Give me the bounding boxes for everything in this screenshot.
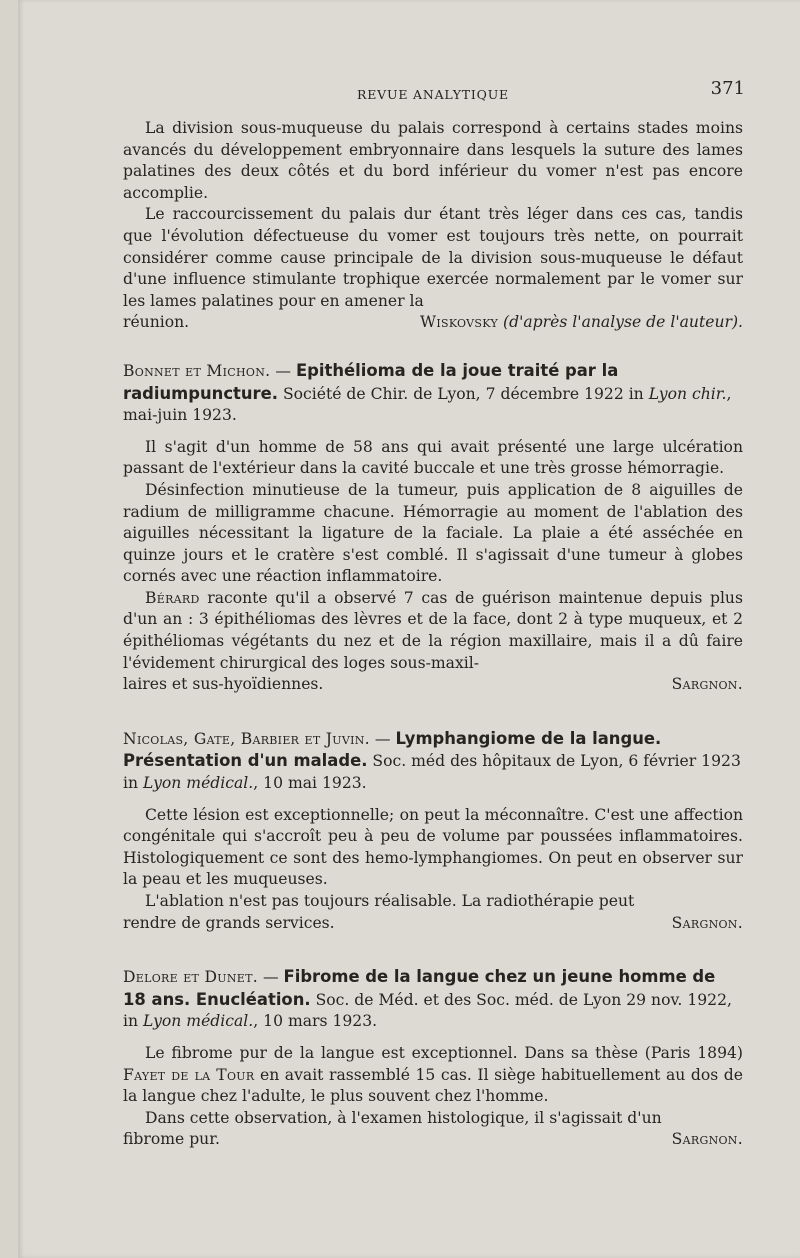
- dash: —: [275, 361, 291, 380]
- article-source: Soc. méd des hôpitaux de Lyon, 6 février 1923 in: [123, 752, 741, 793]
- article-date: , 10 mars 1923.: [253, 1012, 378, 1031]
- signature-author: Wiskovsky: [420, 313, 499, 332]
- article-body: [123, 1043, 743, 1151]
- article-title: Epithélioma de la joue traité par la radiumpuncture.: [123, 360, 619, 403]
- article-body: [123, 805, 743, 935]
- article-title: Fibrome de la langue chez un jeune homme de 18 ans. Enucléation.: [123, 967, 716, 1009]
- intro-signature-line: [123, 312, 743, 334]
- paragraph-text: Le fibrome pur de la langue est exceptionnel. Dans sa thèse (Paris 1894): [145, 1043, 743, 1062]
- article-journal: Lyon médical.: [143, 774, 254, 793]
- intro-paragraph: La division sous-muqueuse du palais correspond à certains stades moins avancés du développement embryonnaire dans lesquels la suture des lames palatines des deux côtés et du bord inférieur du vomer n'est pas encore accomplie.: [123, 119, 743, 202]
- running-head: REVUE ANALYTIQUE: [357, 87, 509, 102]
- article-journal: Lyon chir.: [648, 384, 727, 403]
- article-reference: [123, 360, 743, 427]
- signature: Sargnon.: [671, 1130, 743, 1149]
- signature-line: [123, 674, 743, 696]
- article-paragraph: Cette lésion est exceptionnelle; on peut la méconnaître. C'est une affection congénitale qui s'accroît peu à peu de volume par poussées inflammatoires. Histologiquement ce sont des hemo-lymphangiomes. On peut en observer sur la peau et les muqueuses.: [123, 805, 743, 889]
- article-paragraph: Dans cette observation, à l'examen histologique, il s'agissait d'un: [145, 1108, 662, 1127]
- article-date: , 10 mai 1923.: [253, 774, 367, 793]
- cited-author: Fayet de la Tour: [123, 1065, 255, 1084]
- paragraph-text: raconte qu'il a observé 7 cas de guérison maintenue depuis plus d'un an : 3 épithéliomas des lèvres et de la face, dont 2 à type muqueux, et 2 épithéliomas végétants du nez et de la région maxillaire, mais il a dû faire l'évidement chirurgical des loges sous-maxil-: [123, 588, 743, 672]
- page: [18, 0, 800, 1258]
- article-date: , mai-juin 1923.: [123, 384, 732, 425]
- signature: [420, 312, 743, 334]
- signature-note: (d'après l'analyse de l'auteur).: [503, 313, 743, 332]
- page-header: [123, 78, 743, 104]
- article-authors: Bonnet et Michon.: [123, 361, 271, 380]
- article-reference: [123, 728, 743, 795]
- signature: Sargnon.: [671, 913, 743, 932]
- paragraph-tail: rendre de grands services.: [123, 913, 335, 932]
- article-title: Lymphangiome de la langue. Présentation d'un malade.: [123, 728, 662, 771]
- signature-line: [123, 913, 743, 935]
- article-authors: Nicolas, Gate, Barbier et Juvin.: [123, 729, 370, 748]
- article-paragraph: Il s'agit d'un homme de 58 ans qui avait présenté une large ulcération passant de l'extérieur dans la cavité buccale et une très grosse hémorragie.: [123, 437, 743, 478]
- article-source: Société de Chir. de Lyon, 7 décembre 1922 in: [282, 384, 644, 403]
- paragraph-tail: fibrome pur.: [123, 1130, 220, 1149]
- signature: Sargnon.: [671, 675, 743, 694]
- article-paragraph: L'ablation n'est pas toujours réalisable. La radiothérapie peut: [145, 892, 635, 910]
- article-paragraph: [123, 588, 743, 674]
- signature-line: [123, 1129, 743, 1151]
- intro-paragraph: Le raccourcissement du palais dur étant très léger dans ces cas, tandis que l'évolution défectueuse du vomer est toujours très nette, on pourrait considérer comme cause principale de la division sous-muqueuse le défaut d'une influence stimulante trophique exercée normalement par le vomer sur les lames palatines pour en amener la: [123, 205, 743, 310]
- paragraph-text: en avait rassemblé 15 cas. Il siège habituellement au dos de la langue chez l'adulte, le plus souvent chez l'homme.: [123, 1065, 743, 1106]
- paragraph-tail: laires et sus-hyoïdiennes.: [123, 675, 324, 694]
- article-paragraph: Désinfection minutieuse de la tumeur, puis application de 8 aiguilles de radium de milligramme chacune. Hémorragie au moment de l'ablation des aiguilles nécessitant la ligature de la faciale. La plaie a été asséchée en quinze jours et le cratère s'est comblé. Il s'agissait d'une tumeur à globes cornés avec une réaction inflammatoire.: [123, 480, 743, 586]
- article-journal: Lyon médical.: [143, 1012, 254, 1031]
- article-authors: Delore et Dunet.: [123, 968, 258, 987]
- article-body: [123, 437, 743, 696]
- article-paragraph: [123, 1043, 743, 1108]
- paragraph-tail: réunion.: [123, 313, 190, 332]
- cited-author: Bérard: [145, 588, 200, 607]
- dash: —: [374, 729, 391, 748]
- article-reference: [123, 966, 743, 1033]
- page-content: [123, 78, 743, 1151]
- article-source: Soc. de Méd. et des Soc. méd. de Lyon 29 nov. 1922, in: [123, 990, 732, 1031]
- page-number: 371: [710, 78, 745, 99]
- dash: —: [262, 968, 279, 987]
